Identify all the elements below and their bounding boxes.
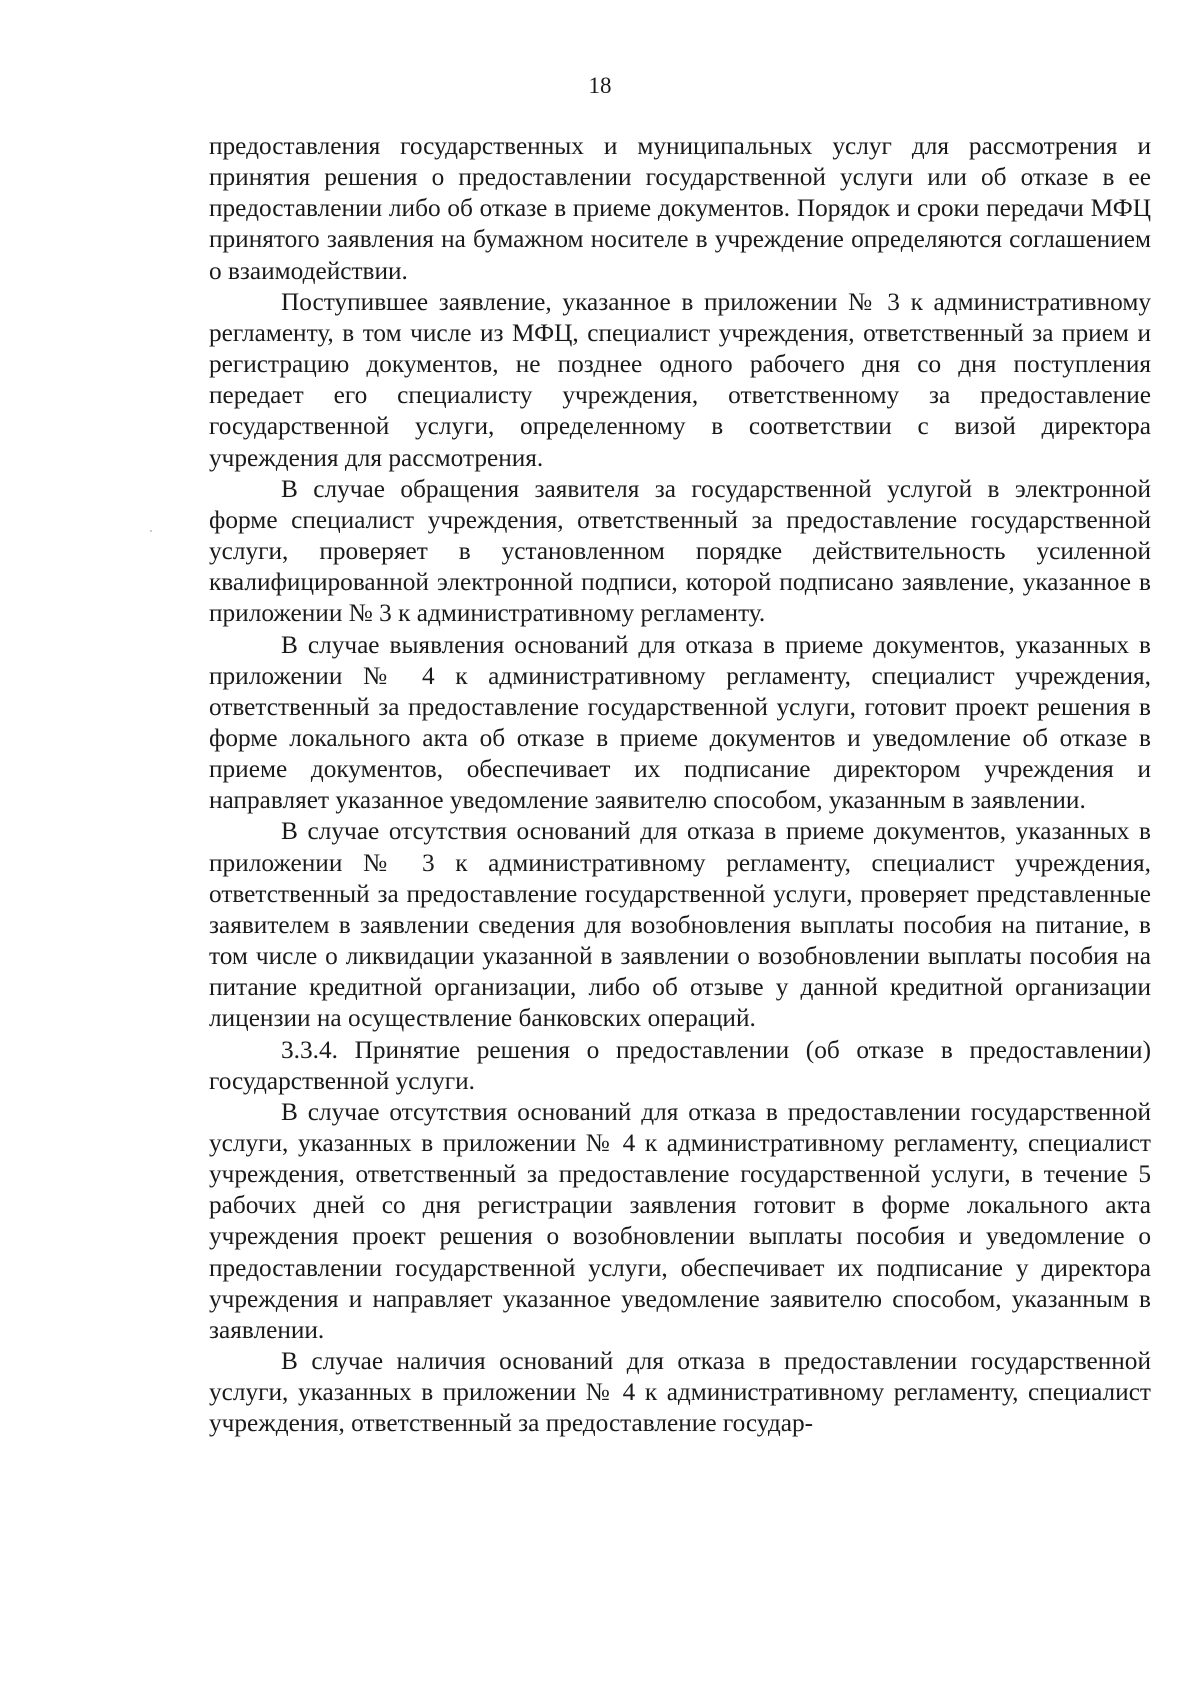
body-text (209, 131, 1151, 1440)
paragraph-refusal-grounds: В случае выявления оснований для отказа в приеме документов, указанных в приложении № 4 к административному регламенту, специалист учреждения, ответственный за предоставление государственной услуги, готовит проект решения в форме локального акта об отказе в приеме документов и уведомление об отказе в приеме документов, обеспечивает их подписание директором учреждения и направляет указанное уведомление заявителю способом, указанным в заявлении. (209, 630, 1151, 815)
paragraph-continuation: предоставления государственных и муниципальных услуг для рассмотрения и принятия решения о предоставлении государственной услуги или об отказе в ее предоставлении либо об отказе в приеме документов. Порядок и сроки передачи МФЦ принятого заявления на бумажном носителе в учреждение определяются соглашением о взаимодействии. (209, 132, 1151, 285)
paragraph-no-refusal-grounds: В случае отсутствия оснований для отказа в приеме документов, указанных в приложении № 3 к административному регламенту, специалист учреждения, ответственный за предоставление государственной услуги, проверяет представленные заявителем в заявлении сведения для возобновления выплаты пособия на питание, в том числе о ликвидации указанной в заявлении о возобновлении выплаты пособия на питание кредитной организации, либо об отзыве у данной кредитной организации лицензии на осуществление банковских операций. (209, 817, 1151, 1033)
paragraph-decision-grant: В случае отсутствия оснований для отказа в предоставлении государственной услуги, указанных в приложении № 4 к административному регламенту, специалист учреждения, ответственный за предоставление государственной услуги, в течение 5 рабочих дней со дня регистрации заявления готовит в форме локального акта учреждения проект решения о возобновлении выплаты пособия и уведомление о предоставлении государственной услуги, обеспечивает их подписание у директора учреждения и направляет указанное уведомление заявителю способом, указанным в заявлении. (209, 1097, 1151, 1344)
paragraph-application-transfer: Поступившее заявление, указанное в приложении № 3 к административному регламенту, в том числе из МФЦ, специалист учреждения, ответственный за прием и регистрацию документов, не позднее одного рабочего дня со дня поступления передает его специалисту учреждения, ответственному за предоставление государственной услуги, определенному в соответствии с визой директора учреждения для рассмотрения. (209, 287, 1151, 472)
section-heading-3-3-4: 3.3.4. Принятие решения о предоставлении (об отказе в предоставлении) государственной услуги. (209, 1035, 1151, 1095)
paragraph-decision-refusal: В случае наличия оснований для отказа в предоставлении государственной услуги, указанных в приложении № 4 к административному регламенту, специалист учреждения, ответственный за предоставление государ- (209, 1347, 1151, 1438)
scan-speck (150, 530, 152, 532)
paragraph-electronic-signature: В случае обращения заявителя за государственной услугой в электронной форме специалист учреждения, ответственный за предоставление государственной услуги, проверяет в установленном порядке действительность усиленной квалифицированной электронной подписи, которой подписано заявление, указанное в приложении № 3 к административному регламенту. (209, 474, 1151, 628)
page-number: 18 (588, 73, 612, 98)
